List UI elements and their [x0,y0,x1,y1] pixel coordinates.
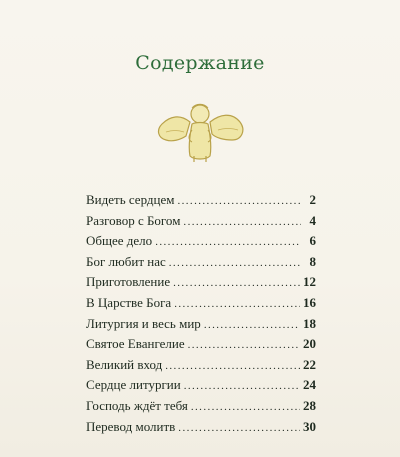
toc-entry-page-number: 12 [303,274,316,290]
toc-entry[interactable] [86,254,316,275]
toc-entry-page-number: 30 [303,418,316,434]
toc-entry[interactable] [86,213,316,234]
toc-entry-title: Общее дело [86,233,153,249]
toc-entry-page-number: 2 [309,192,316,207]
toc-entry-page-number: 28 [303,397,316,413]
toc-entry-title: Святое Евангелие [86,336,185,352]
toc-entry[interactable] [86,377,316,398]
toc-entry-page-number: 20 [303,336,316,352]
toc-leader-dots [169,258,301,269]
toc-leader-dots [165,361,300,372]
toc-entry-page-number: 8 [309,253,316,269]
toc-entry-title: Бог любит нас [86,253,166,269]
toc-leader-dots [155,237,301,248]
toc-entry-title: Разговор с Богом [86,212,181,228]
toc-leader-dots [174,299,300,310]
toc-entry-title: Видеть сердцем [86,192,175,207]
toc-entry-page-number: 24 [303,377,316,393]
toc-entry[interactable] [86,295,316,316]
toc-entry-title: Великий вход [86,356,163,372]
toc-entry-page-number: 6 [309,233,316,249]
table-of-contents [86,192,316,439]
toc-entry[interactable] [86,336,316,357]
toc-leader-dots [188,340,300,351]
toc-leader-dots [177,196,301,207]
toc-entry-title: Сердце литургии [86,377,181,393]
toc-entry-title: Приготовление [86,274,171,290]
toc-entry[interactable] [86,192,316,213]
toc-leader-dots [173,278,300,289]
toc-entry-page-number: 22 [303,356,316,372]
toc-entry-page-number: 18 [303,315,316,331]
toc-leader-dots [204,320,300,331]
toc-entry[interactable] [86,357,316,378]
toc-entry-title: Литургия и весь мир [86,315,201,331]
toc-entry-title: Господь ждёт тебя [86,397,188,413]
angel-icon [152,96,248,166]
toc-entry[interactable] [86,233,316,254]
toc-entry-page-number: 16 [303,294,316,310]
toc-entry-title: Перевод молитв [86,418,176,434]
toc-entry-page-number: 4 [309,212,316,228]
toc-leader-dots [178,423,300,434]
page-title: Содержание [135,52,265,74]
toc-entry[interactable] [86,419,316,440]
toc-entry[interactable] [86,398,316,419]
toc-entry[interactable] [86,274,316,295]
toc-leader-dots [183,217,301,228]
toc-leader-dots [191,402,300,413]
toc-entry-title: В Царстве Бога [86,294,172,310]
toc-entry[interactable] [86,316,316,337]
toc-leader-dots [184,381,300,392]
